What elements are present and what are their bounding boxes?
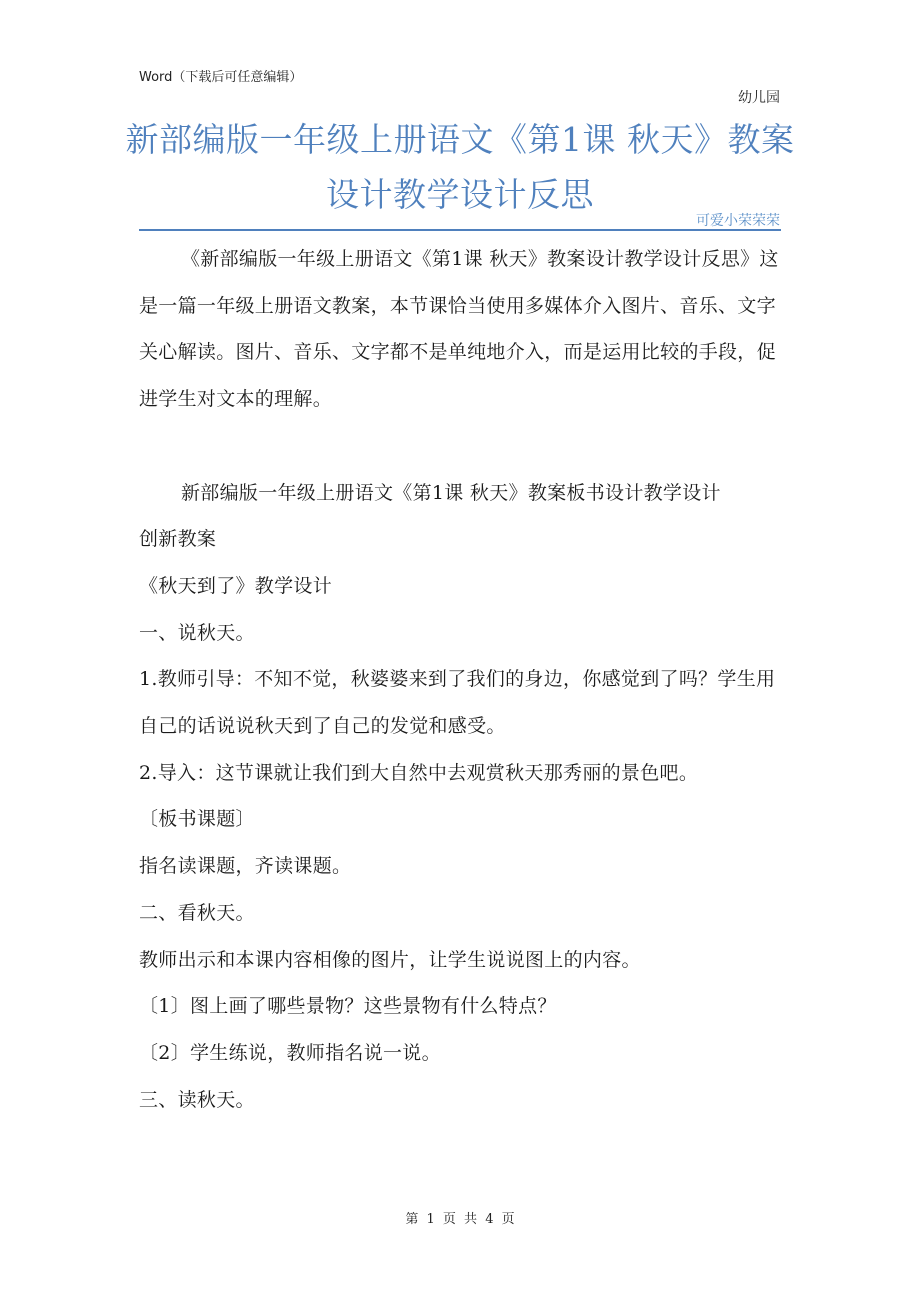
section-intro-paragraph: 新部编版一年级上册语文《第1课 秋天》教案板书设计教学设计 (181, 481, 721, 504)
body-line-question-1: 〔1〕图上画了哪些景物？这些景物有什么特点？ (139, 995, 557, 1018)
body-line-show-pictures: 教师出示和本课内容相像的图片，让学生说说图上的内容。 (139, 948, 641, 971)
body-line-guide: 1.教师引导：不知不觉，秋婆婆来到了我们的身边，你感觉到了吗？学生用自己的话说说秋天到了自己的发觉和感受。 (139, 668, 776, 738)
body-line-innovation: 创新教案 (139, 528, 217, 551)
section-heading-2: 二、看秋天。 (139, 901, 255, 924)
document-title: 新部编版一年级上册语文《第1课 秋天》教案设计教学设计反思 (125, 120, 795, 214)
body-line-read-title: 指名读课题，齐读课题。 (139, 855, 352, 878)
body-line-intro: 2.导入：这节课就让我们到大自然中去观赏秋天那秀丽的景色吧。 (139, 761, 699, 784)
document-body (139, 236, 784, 1123)
header-note: Word（下载后可任意编辑） (139, 70, 303, 85)
lesson-title-line: 《秋天到了》教学设计 (139, 574, 333, 597)
section-heading-3: 三、读秋天。 (139, 1088, 255, 1111)
blank-line (139, 423, 784, 470)
section-heading-1: 一、说秋天。 (139, 621, 255, 644)
page-number-footer: 第 1 页 共 4 页 (405, 1212, 515, 1227)
intro-paragraph: 《新部编版一年级上册语文《第1课 秋天》教案设计教学设计反思》这是一篇一年级上册语文教案，本节课恰当使用多媒体介入图片、音乐、文字关心解读。图片、音乐、文字都不是单纯地介入，而是运用比较的手段，促进学生对文本的理解。 (139, 248, 779, 411)
author-name: 可爱小荣荣荣 (696, 213, 780, 229)
body-line-board-title: 〔板书课题〕 (139, 808, 255, 831)
category-label: 幼儿园 (738, 90, 780, 106)
title-divider (139, 229, 781, 231)
body-line-question-2: 〔2〕学生练说，教师指名说一说。 (139, 1041, 441, 1064)
